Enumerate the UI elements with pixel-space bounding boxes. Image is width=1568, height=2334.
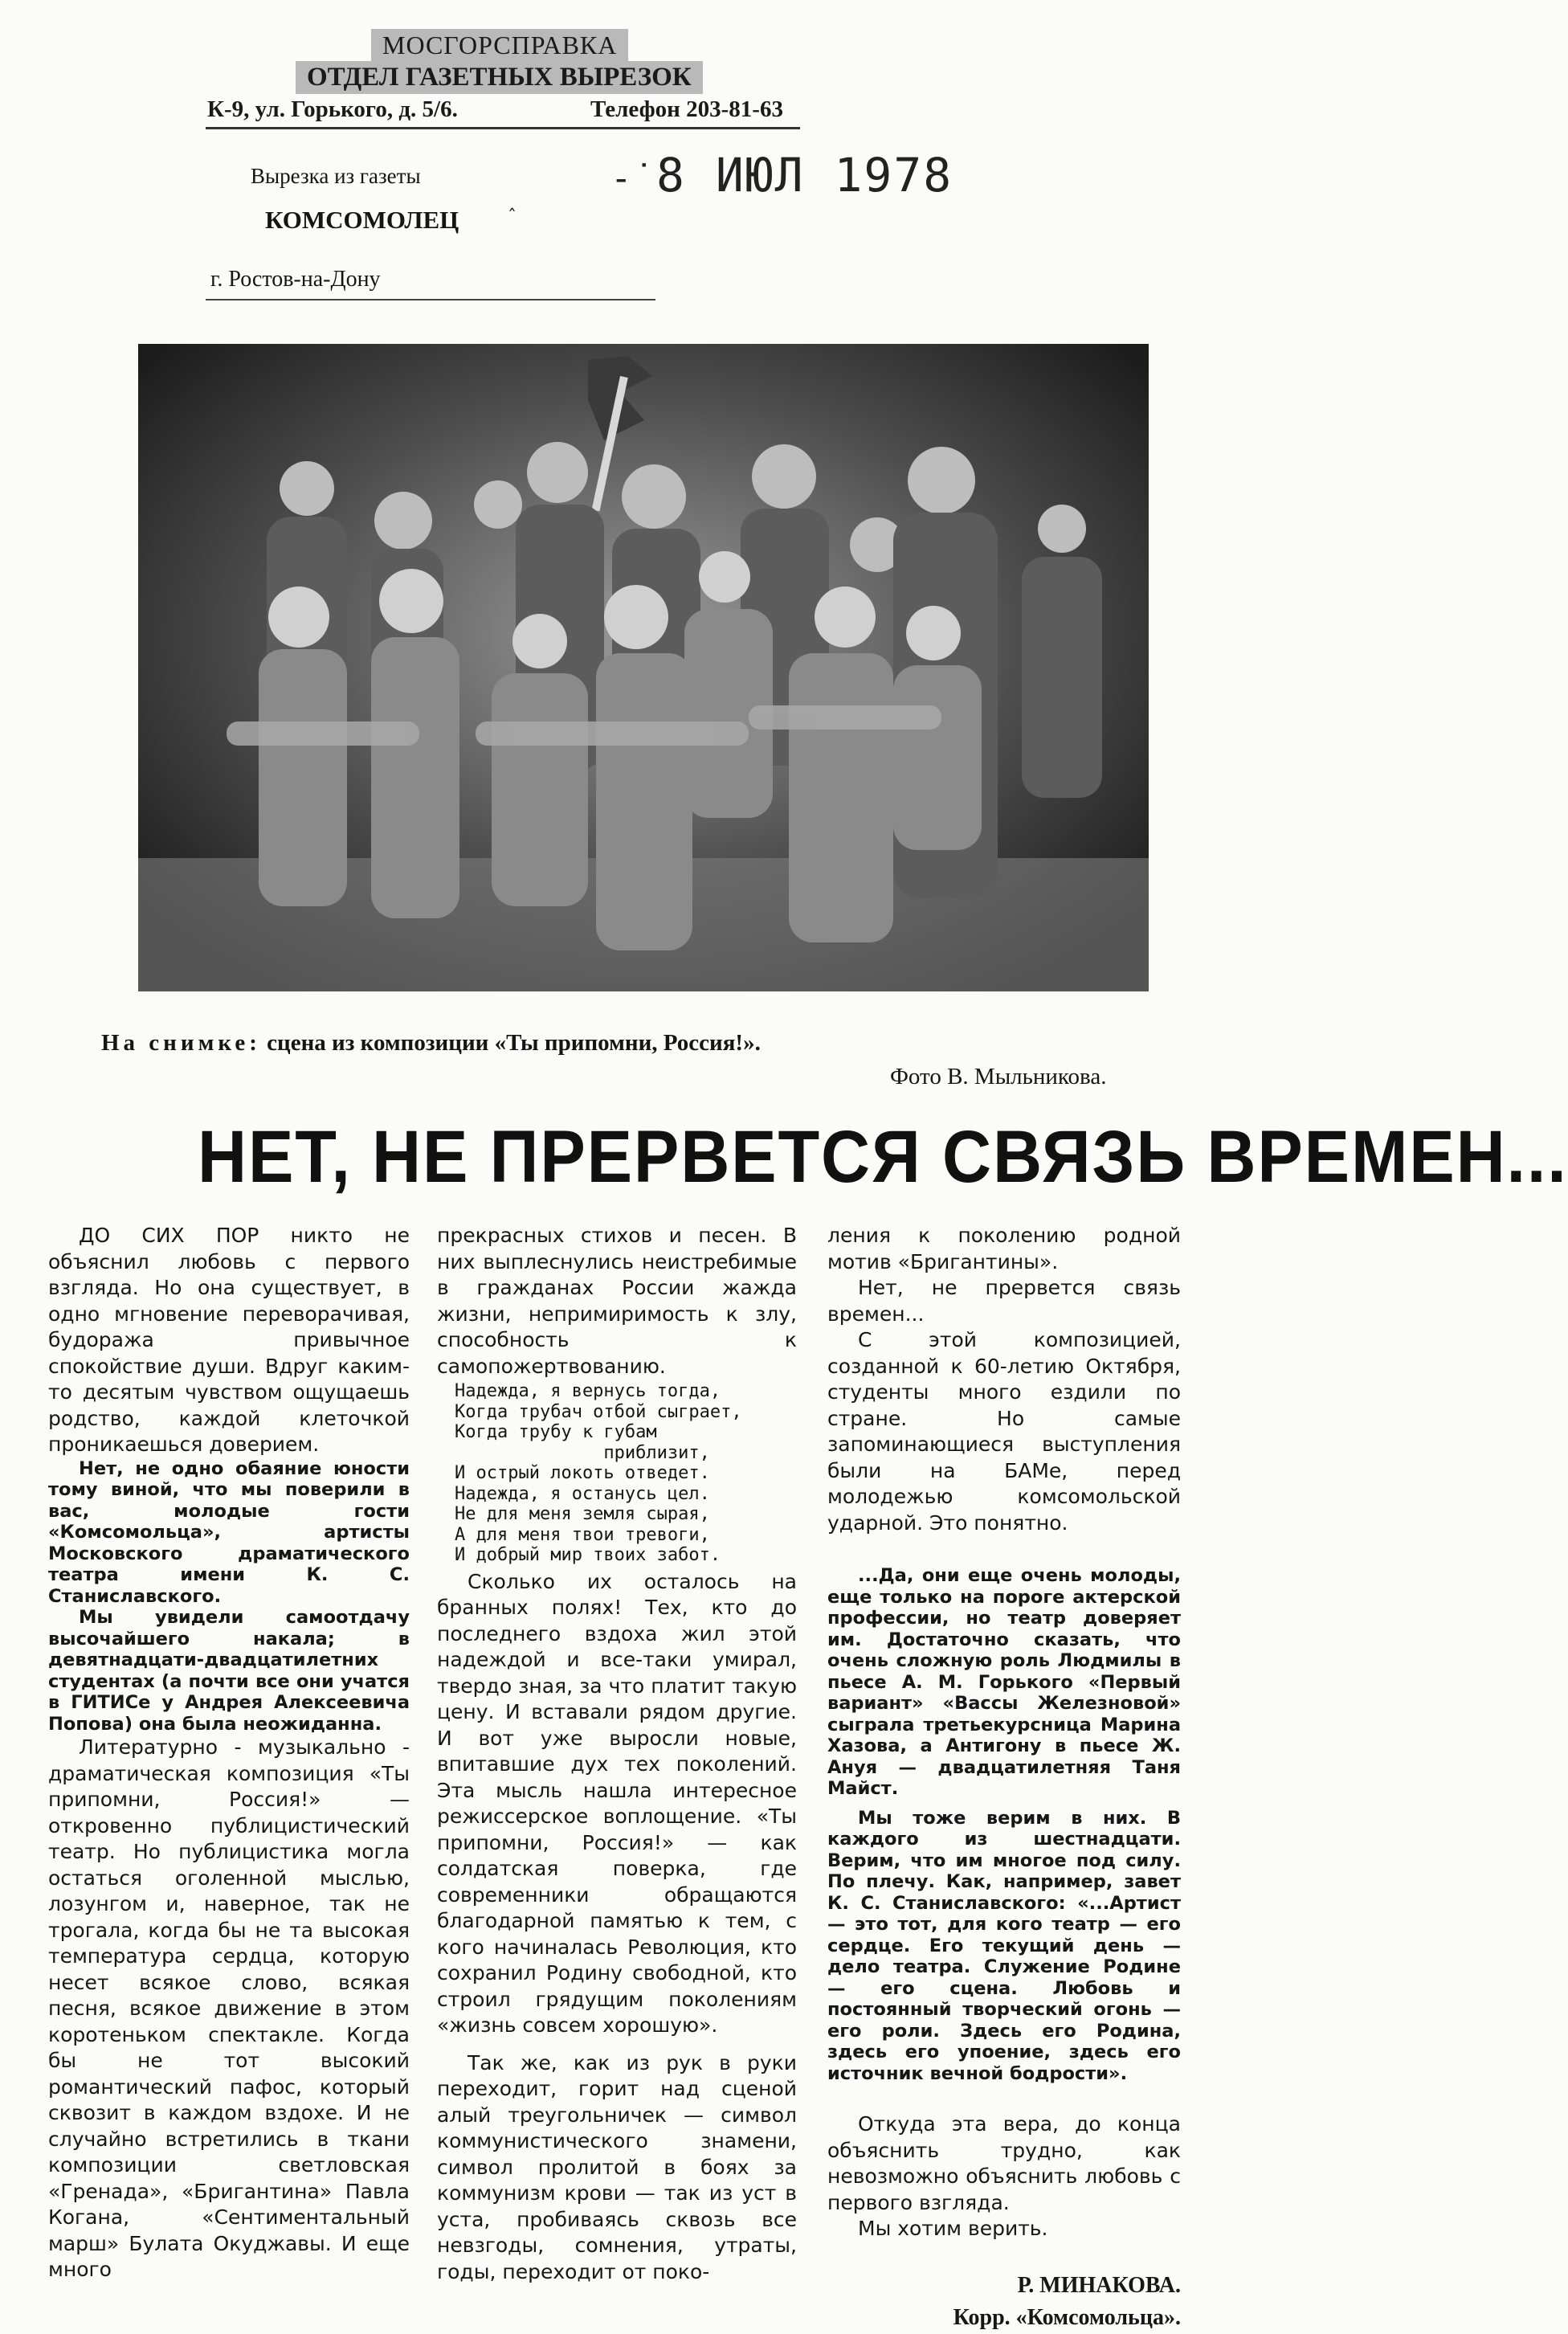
author-signature <box>827 2270 1181 2334</box>
agency-address: К-9, ул. Горького, д. 5/6. <box>207 96 458 122</box>
col1-paragraph: Мы увидели самоотдачу высочайшего накала; в девятнадцати-двадцатилетних студентах (а почти все они учатся в ГИТИСе у Андрея Алексеевича Попова) она была неожиданна. <box>48 1607 410 1735</box>
city-underline <box>206 299 655 300</box>
poem-line: Когда трубу к губам <box>455 1422 657 1442</box>
poem-line: А для меня твои тревоги, <box>455 1524 710 1545</box>
col3-paragraph: Откуда эта вера, до конца объяснить трудно, как невозможно объяснить любовь с первого взгляда. <box>827 2112 1181 2214</box>
poem-line: И добрый мир твоих забот. <box>455 1545 721 1565</box>
agency-name: МОСГОРСПРАВКА <box>371 29 628 62</box>
clip-label: Вырезка из газеты <box>251 164 421 188</box>
col3-quote: ...Да, они еще очень молоды, еще только на пороге актерской профессии, но театр доверяет им. Достаточно сказать, что очень сложную роль Людмилы в пьесе А. М. Горького «Первый вариант» «Вассы Железновой» сыграла третьекурсница Марина Хазова, а Антигону в пьесе Ж. Ануя — двадцатилетняя Таня Майст. <box>827 1565 1181 1799</box>
stage-photo <box>138 344 1149 991</box>
date-stamp <box>610 148 953 202</box>
column-3 <box>827 1223 1181 2334</box>
column-2 <box>437 1223 797 2285</box>
date-value: 8 ИЮЛ 1978 <box>655 148 953 202</box>
city-name: г. Ростов-на-Дону <box>210 267 381 292</box>
poem-line: И острый локоть отведет. <box>455 1463 710 1483</box>
col3-paragraph: ления к поколению родной мотив «Бригантины». <box>827 1224 1181 1273</box>
author-name: Р. МИНАКОВА. <box>1017 2272 1181 2298</box>
agency-phone: Телефон 203-81-63 <box>590 96 783 122</box>
poem-line: Не для меня земля сырая, <box>455 1504 710 1524</box>
date-dash: -˙ <box>610 157 656 199</box>
poem <box>437 1381 797 1566</box>
newspaper-name: КОМСОМОЛЕЦ <box>265 206 459 234</box>
col3-paragraph: Нет, не прервется связь времен... <box>827 1276 1181 1326</box>
caption-lead: На снимке: <box>101 1030 261 1056</box>
column-1 <box>48 1223 410 2283</box>
caption-text: сцена из композиции «Ты припомни, Россия!». <box>267 1030 761 1056</box>
poem-line: Надежда, я останусь цел. <box>455 1483 710 1504</box>
col3-paragraph: Мы хотим верить. <box>858 2217 1048 2240</box>
col1-paragraph: Нет, не одно обаяние юности тому виной, что мы поверили в вас, молодые гости «Комсомольца», артисты Московского драматического театра имени К. С. Станиславского. <box>48 1457 410 1607</box>
col2-paragraph: прекрасных стихов и песен. В них выплеснулись неистребимые в гражданах России жажда жизни, непримиримость к злу, способность к самопожертвованию. <box>437 1224 797 1378</box>
poem-line: приблизит, <box>455 1442 710 1463</box>
poem-line: Надежда, я вернусь тогда, <box>455 1381 721 1401</box>
col1-paragraph: ДО СИХ ПОР никто не объяснил любовь с первого взгляда. Но она существует, в одно мгновение переворачивая, будоража привычное спокойствие души. Вдруг каким-то десятым чувством ощущаешь родство, каждой клеточкой проникаешься доверием. <box>48 1224 410 1456</box>
tick-mark: ˆ <box>508 207 517 227</box>
poem-line: Когда трубач отбой сыграет, <box>455 1401 742 1422</box>
author-role: Корр. «Комсомольца». <box>953 2304 1181 2330</box>
stage-photo-illustration <box>138 344 1149 991</box>
col3-paragraph: С этой композицией, созданной к 60-летию Октября, студенты много ездили по стране. Но самые запоминающиеся выступления были на БАМе, перед молодежью комсомольской ударной. Это понятно. <box>827 1328 1181 1535</box>
col2-paragraph: Сколько их осталось на бранных полях! Тех, кто до последнего вздоха жил этой надеждой и все-таки умирал, твердо зная, за что платит такую цену. И вставали рядом другие. И вот уже выросли новые, впитавшие дух тех поколений. Эта мысль нашла интересное режиссерское воплощение. «Ты припомни, Россия!» — как солдатская поверка, где современники обращаются благодарной памятью к тем, с кого начиналась Революция, кто сохранил Родину свободной, кто строил грядущим поколениям «жизнь совсем хорошую». <box>437 1569 797 2037</box>
photo-caption <box>101 1030 761 1057</box>
photo-credit: Фото В. Мыльникова. <box>890 1064 1107 1089</box>
col3-quote: Мы тоже верим в них. В каждого из шестнадцати. Верим, что им многое под силу. По плечу. Как, например, завет К. С. Станиславского: «...Артист — это тот, для кого театр — его сердце. Его текущий день — дело театра. Служение Родине — его сцена. Любовь и постоянный творческий огонь — его роли. Здесь его Родина, здесь его упоение, здесь его источник вечной бодрости». <box>827 1807 1181 2084</box>
address-underline <box>206 127 800 129</box>
article-headline: НЕТ, НЕ ПРЕРВЕТСЯ СВЯЗЬ ВРЕМЕН... <box>198 1116 1568 1198</box>
col2-paragraph: Так же, как из рук в руки переходит, горит над сценой алый треугольничек — символ коммунистического знамени, символ пролитой в боях за коммунизм крови — так из уст в уста, пробиваясь сквозь все невзгоды, сомнения, утраты, годы, переходит от поко- <box>437 2050 797 2283</box>
department-name: ОТДЕЛ ГАЗЕТНЫХ ВЫРЕЗОК <box>296 61 703 94</box>
col1-paragraph: Литературно - музыкально - драматическая композиция «Ты припомни, Россия!» — откровенно публицистический театр. Но публицистика могла остаться оголенной мыслью, лозунгом и, наверное, так не трогала, когда бы не та высокая температура сердца, которую несет всякое слово, всякая песня, всякое движение в этом коротеньком спектакле. Когда бы не тот высокий романтический пафос, который сквозит в каждом вздохе. И не случайно встретились в ткани композиции светловская «Гренада», «Бригантина» Павла Когана, «Сентиментальный марш» Булата Окуджавы. И еще много <box>48 1735 410 2281</box>
